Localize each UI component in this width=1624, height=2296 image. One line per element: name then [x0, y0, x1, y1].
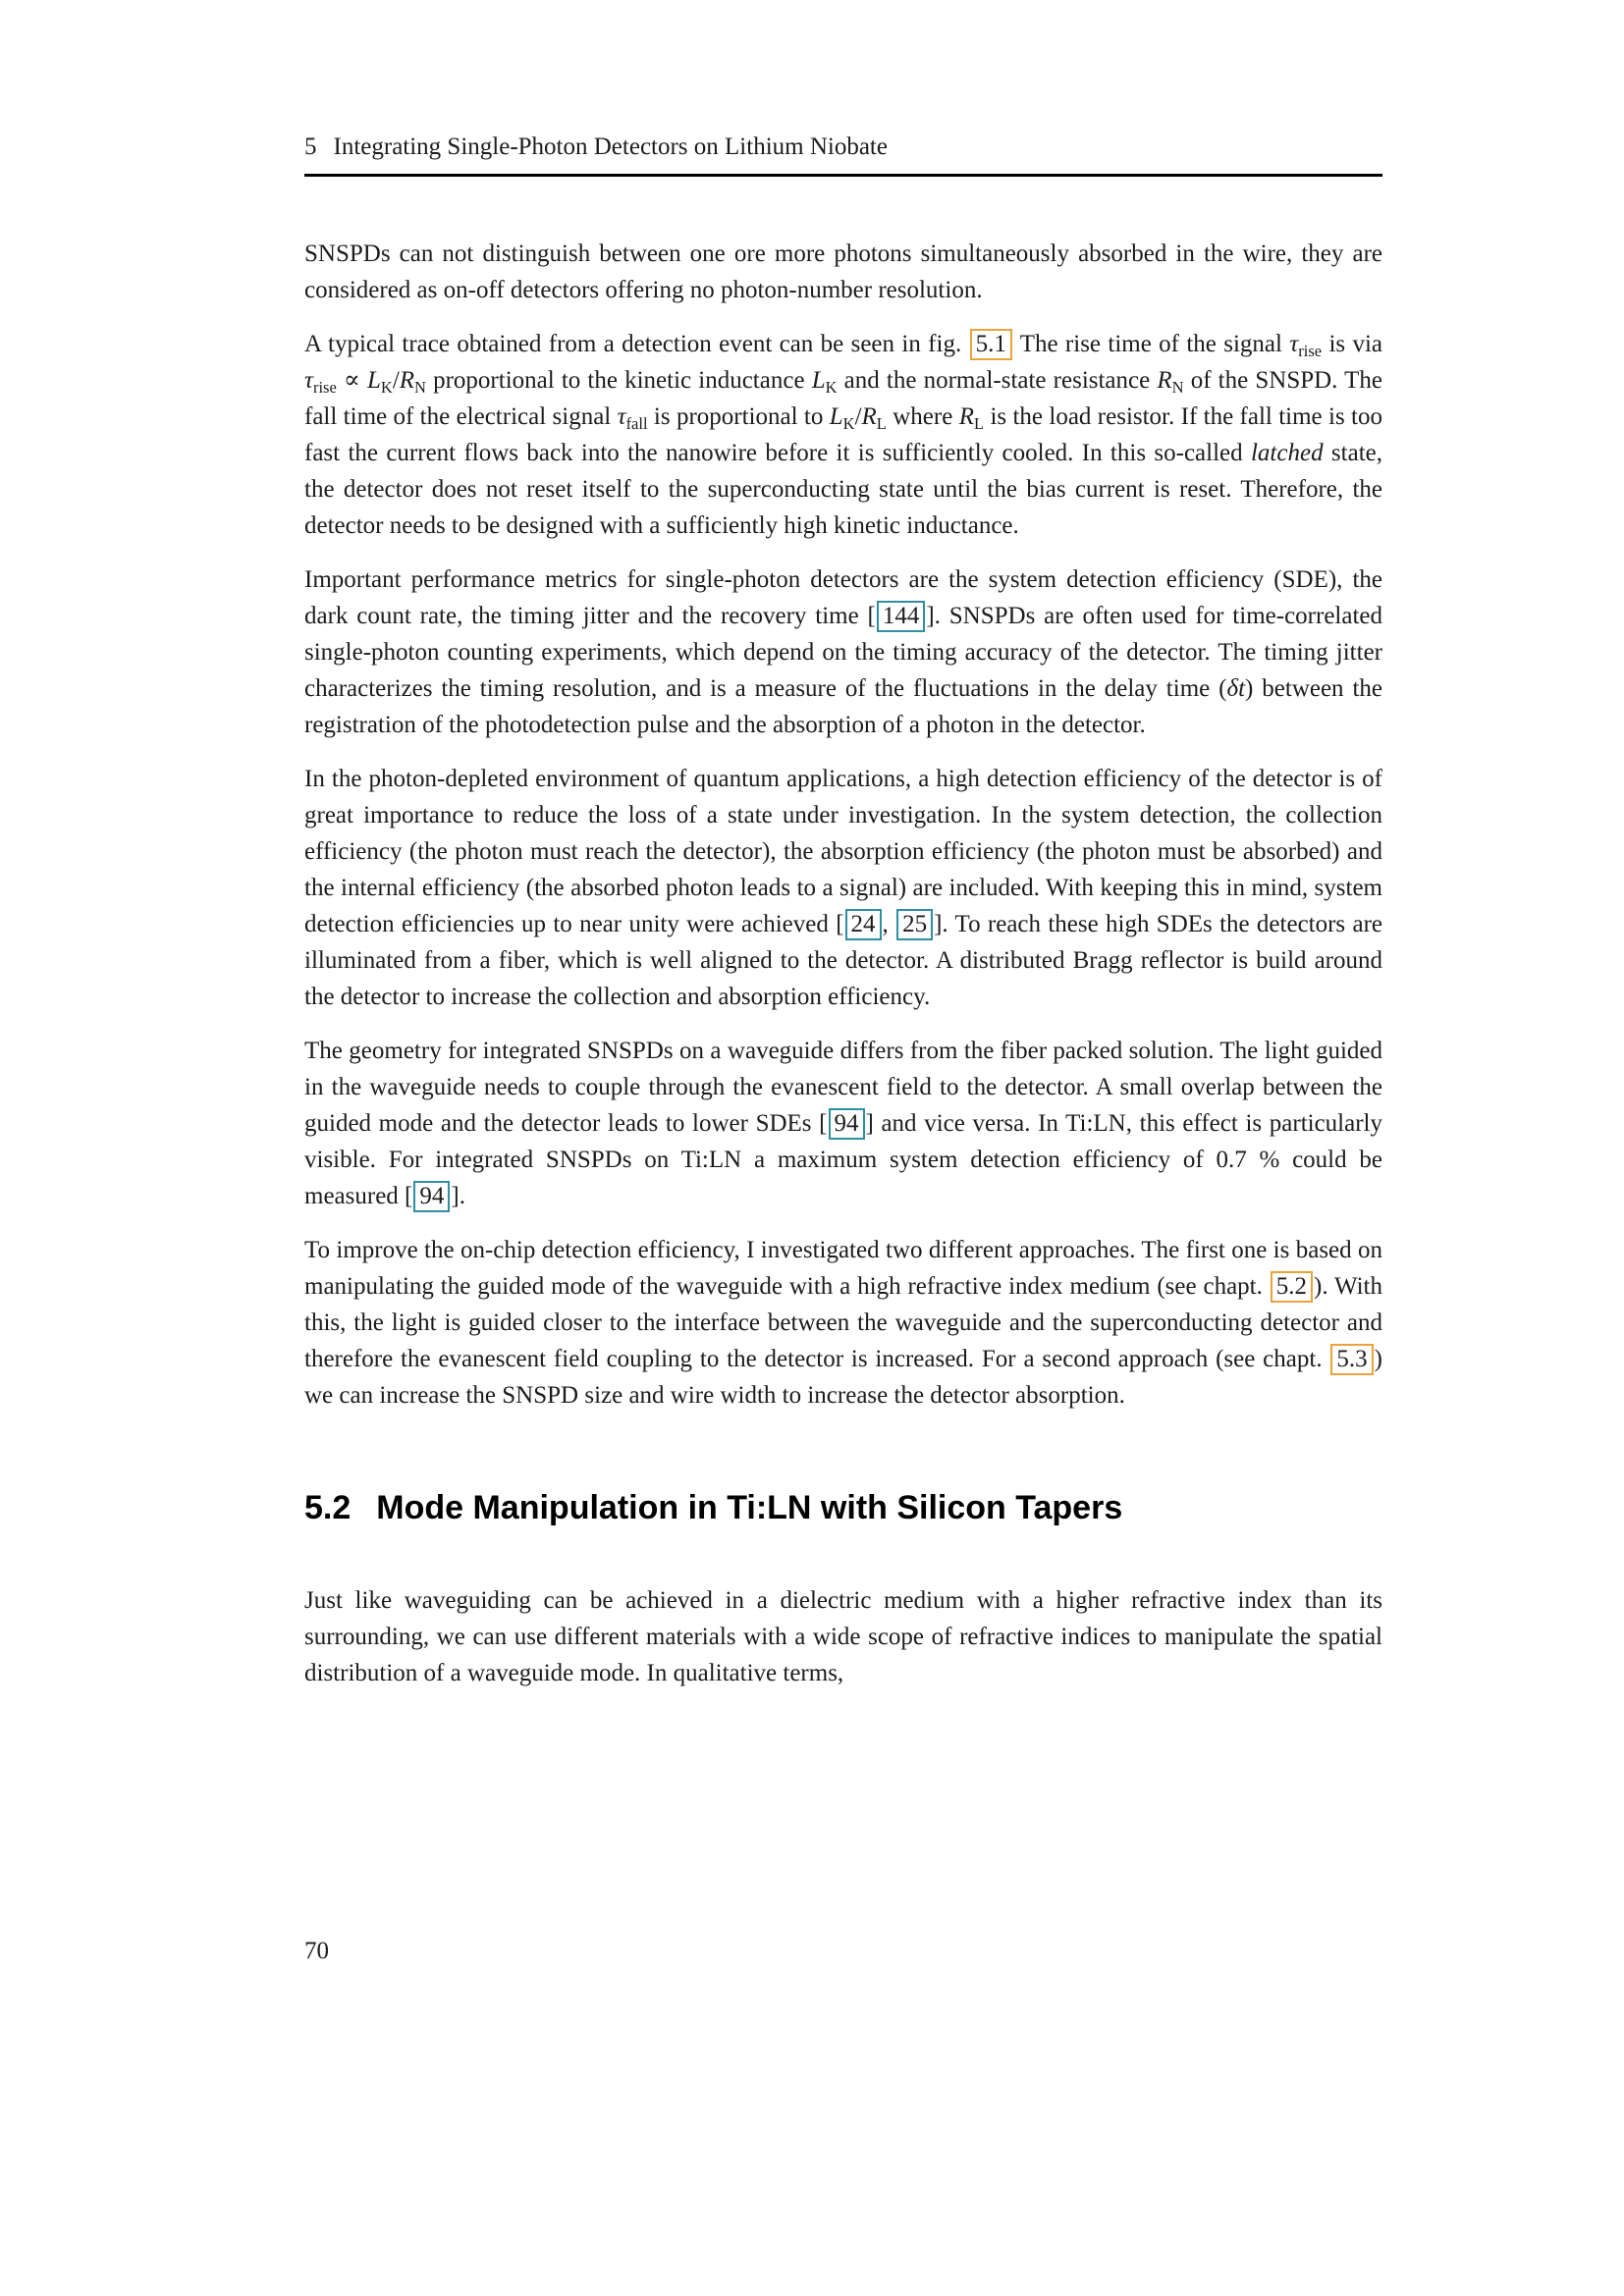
math-subscript: K — [380, 377, 393, 397]
text-run: is proportional to — [647, 403, 830, 430]
paragraph-performance-metrics — [304, 561, 1382, 743]
chapter-title: Integrating Single-Photon Detectors on Lithium Niobate — [333, 133, 888, 160]
text-run: A typical trace obtained from a detection event can be seen in fig. — [304, 331, 969, 357]
math-variable: τ — [1289, 331, 1299, 357]
math-variable: τ — [617, 403, 626, 430]
section-heading — [304, 1486, 1382, 1529]
paragraph-detection-efficiency — [304, 761, 1382, 1015]
text-run: ). With this, the light is guided closer to the interface between the waveguide and the superconducting detector and therefore the evanescent field coupling to the detector is increased. For a second approach (see chapt. — [304, 1273, 1382, 1372]
text-run: ∝ — [336, 367, 367, 394]
math-subscript: N — [414, 377, 426, 397]
text-run: of the SNSPD. The fall time of the electrical signal — [304, 367, 1382, 430]
text-run: ) we can increase the SNSPD size and wire width to increase the detector absorption. — [304, 1346, 1382, 1409]
math-variable: L — [366, 367, 381, 394]
math-variable: τ — [304, 367, 313, 394]
text-run: where — [886, 403, 959, 430]
math-subscript: K — [825, 377, 838, 397]
text-run: ]. — [451, 1183, 465, 1209]
text-run: , — [882, 911, 896, 937]
text-run: / — [854, 403, 862, 430]
math-subscript: fall — [625, 413, 648, 433]
math-variable: L — [811, 367, 826, 394]
math-variable: R — [1157, 367, 1172, 394]
math-subscript: rise — [312, 377, 337, 397]
text-run: is via — [1322, 331, 1383, 357]
text-block — [304, 132, 1382, 1691]
text-run: To improve the on-chip detection efficiency, I investigated two different approaches. The first one is based on manipulating the guided mode of the waveguide with a high refractive index medium (see chapt. — [304, 1237, 1382, 1300]
text-run: In the photon-depleted environment of quantum applications, a high detection efficiency of the detector is of great importance to reduce the loss of a state under investigation. In the system detection, the collection efficiency (the photon must reach the detector), the absorption efficiency (the photon must be absorbed) and the internal efficiency (the absorbed photon leads to a signal) are included. With keeping this in mind, system detection efficiencies up to near unity were achieved [ — [304, 766, 1382, 937]
figure-reference-link[interactable]: 5.2 — [1271, 1271, 1313, 1303]
emphasis-text: latched — [1250, 440, 1324, 466]
citation-link[interactable]: 94 — [829, 1108, 865, 1140]
text-run: The geometry for integrated SNSPDs on a waveguide differs from the fiber packed solution. The light guided in the waveguide needs to couple through the evanescent field to the detector. A small overlap between the guided mode and the detector leads to lower SDEs [ — [304, 1038, 1382, 1137]
math-variable: δt — [1226, 675, 1246, 702]
text-run: ] and vice versa. In Ti:LN, this effect is particularly visible. For integrated SNSPDs on Ti:LN a maximum system detection efficiency of 0.7 % could be measured [ — [304, 1110, 1382, 1209]
math-subscript: rise — [1298, 341, 1323, 360]
section-title: Mode Manipulation in Ti:LN with Silicon Tapers — [376, 1489, 1123, 1526]
page-number: 70 — [304, 1938, 329, 1964]
text-run: proportional to the kinetic inductance — [425, 367, 812, 394]
paragraph-trace-risetime — [304, 326, 1382, 544]
figure-reference-link[interactable]: 5.3 — [1330, 1344, 1373, 1375]
math-subscript: N — [1171, 377, 1184, 397]
text-run: ]. SNSPDs are often used for time-correlated single-photon counting experiments, which depend on the timing accuracy of the detector. The timing jitter characterizes the timing resolution, and is a measure of the fluctuations in the delay time ( — [304, 603, 1382, 702]
text-run: and the normal-state resistance — [837, 367, 1158, 394]
text-run: / — [392, 367, 400, 394]
citation-link[interactable]: 25 — [896, 909, 933, 940]
text-run: state, the detector does not reset itself to the superconducting state until the bias current is reset. Therefore, the detector needs to be designed with a sufficiently high kinetic inductance. — [304, 440, 1382, 539]
body-text — [304, 236, 1382, 1691]
math-subscript: L — [876, 413, 887, 433]
section-number: 5.2 — [304, 1489, 352, 1526]
paragraph-two-approaches — [304, 1232, 1382, 1414]
math-variable: R — [861, 403, 877, 430]
text-run: ) between the registration of the photodetection pulse and the absorption of a photon in the detector. — [304, 675, 1383, 738]
citation-link[interactable]: 94 — [413, 1181, 450, 1212]
math-variable: L — [829, 403, 843, 430]
citation-link[interactable]: 144 — [877, 601, 926, 632]
math-subscript: K — [842, 413, 855, 433]
math-variable: R — [399, 367, 415, 394]
text-run: is the load resistor. If the fall time is too fast the current flows back into the nanowire before it is sufficiently cooled. In this so-called — [304, 403, 1382, 466]
chapter-number: 5 — [304, 133, 317, 160]
math-subscript: L — [973, 413, 985, 433]
citation-link[interactable]: 24 — [845, 909, 882, 940]
text-run: ]. To reach these high SDEs the detectors are illuminated from a fiber, which is well aligned to the detector. A distributed Bragg reflector is build around the detector to increase the collection and absorption efficiency. — [304, 911, 1383, 1010]
running-header — [304, 132, 1382, 177]
paragraph-waveguiding-intro — [304, 1582, 1382, 1691]
paragraph-snspd-onoff — [304, 236, 1382, 308]
text-run: The rise time of the signal — [1012, 331, 1290, 357]
text-run: Important performance metrics for single-photon detectors are the system detection efficiency (SDE), the dark count rate, the timing jitter and the recovery time [ — [304, 566, 1382, 629]
text-run: Just like waveguiding can be achieved in a dielectric medium with a higher refractive index than its surrounding, we can use different materials with a wide scope of refractive indices to manipulate the spatial distribution of a waveguide mode. In qualitative terms, — [304, 1587, 1382, 1686]
figure-reference-link[interactable]: 5.1 — [970, 329, 1012, 360]
paragraph-integrated-geometry — [304, 1033, 1382, 1214]
text-run: SNSPDs can not distinguish between one ore more photons simultaneously absorbed in the wire, they are considered as on-off detectors offering no photon-number resolution. — [304, 240, 1382, 303]
math-variable: R — [958, 403, 974, 430]
